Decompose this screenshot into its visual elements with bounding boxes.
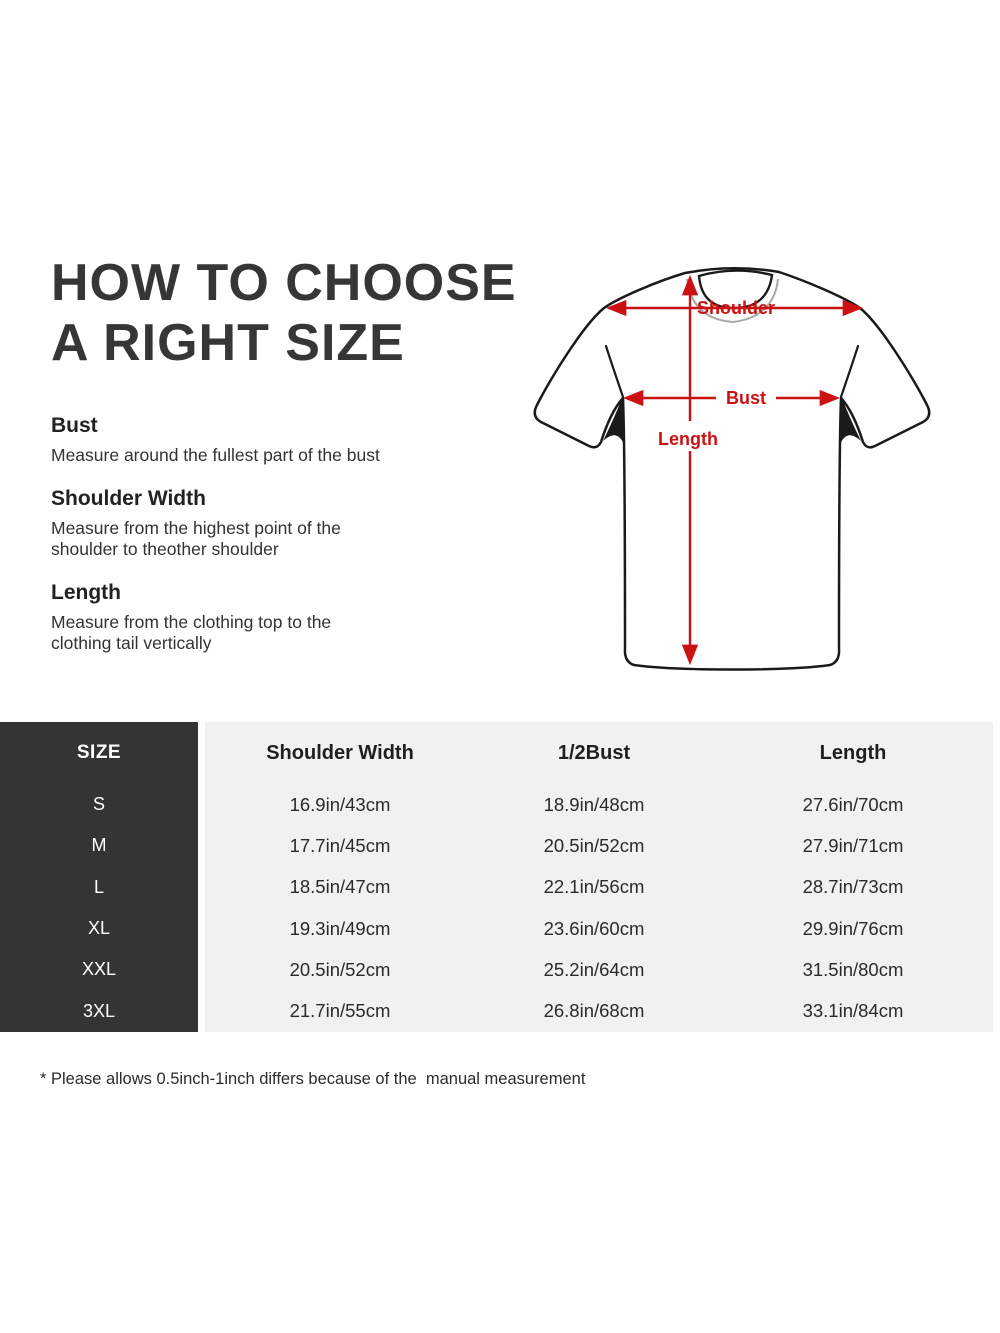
size-table-body [205,722,993,1032]
cell-l-shoulder: 18.5in/47cm [289,876,391,898]
cell-xl-half-bust: 23.6in/60cm [543,917,645,939]
size-label-l: L [93,876,104,897]
instruction-shoulder-width [51,487,471,560]
instruction-length-text: Measure from the clothing top to the clothing tail vertically [51,612,332,653]
column-header-length: Length [819,741,887,764]
instruction-shoulder-text: Measure from the highest point of the shoulder to theother shoulder [51,518,341,559]
page-title [51,253,517,373]
instruction-shoulder-heading: Shoulder Width [51,487,206,510]
table-row [205,825,993,866]
instruction-bust [51,414,471,466]
page-title-line1: HOW TO CHOOSE [51,254,517,312]
instruction-bust-text: Measure around the fullest part of the bust [51,445,380,465]
cell-s-half-bust: 18.9in/48cm [543,793,645,815]
table-row [205,949,993,990]
size-label-m: M [91,835,107,856]
table-row [205,908,993,949]
page-title-line2: A RIGHT SIZE [51,314,405,372]
cell-m-half-bust: 20.5in/52cm [543,834,645,856]
cell-s-shoulder: 16.9in/43cm [289,793,391,815]
cell-s-length: 27.6in/70cm [802,793,904,815]
cell-3xl-length: 33.1in/84cm [802,1000,904,1022]
cell-3xl-shoulder: 21.7in/55cm [289,1000,391,1022]
size-label-3xl: 3XL [82,1000,116,1021]
cell-xxl-half-bust: 25.2in/64cm [543,958,645,980]
table-row [205,991,993,1032]
column-header-size: SIZE [76,742,122,763]
size-column [0,722,198,1032]
bust-arrow-label: Bust [726,388,766,408]
cell-3xl-half-bust: 26.8in/68cm [543,1000,645,1022]
table-row [205,867,993,908]
length-arrow-label: Length [658,429,718,449]
cell-xxl-shoulder: 20.5in/52cm [289,958,391,980]
measurement-disclaimer: * Please allows 0.5inch-1inch differs because of the manual measurement [40,1070,586,1088]
cell-m-shoulder: 17.7in/45cm [289,834,391,856]
shoulder-arrow-label: Shoulder [696,298,776,318]
cell-xxl-length: 31.5in/80cm [802,958,904,980]
table-row [205,784,993,825]
size-label-s: S [92,794,105,815]
cell-xl-shoulder: 19.3in/49cm [289,917,391,939]
column-header-shoulder-width: Shoulder Width [266,741,414,764]
size-label-xxl: XXL [81,959,117,980]
instruction-length-heading: Length [51,581,121,604]
tshirt-diagram [520,255,940,675]
cell-xl-length: 29.9in/76cm [802,917,904,939]
cell-m-length: 27.9in/71cm [802,834,904,856]
instruction-bust-heading: Bust [51,414,98,437]
measurement-instructions [51,414,471,675]
cell-l-length: 28.7in/73cm [802,876,904,898]
table-header-row [205,722,993,784]
tshirt-outline [535,268,929,669]
column-header-half-bust: 1/2Bust [557,741,631,764]
cell-l-half-bust: 22.1in/56cm [543,876,645,898]
instruction-length [51,581,471,654]
size-table [0,722,993,1032]
size-label-xl: XL [87,918,111,939]
